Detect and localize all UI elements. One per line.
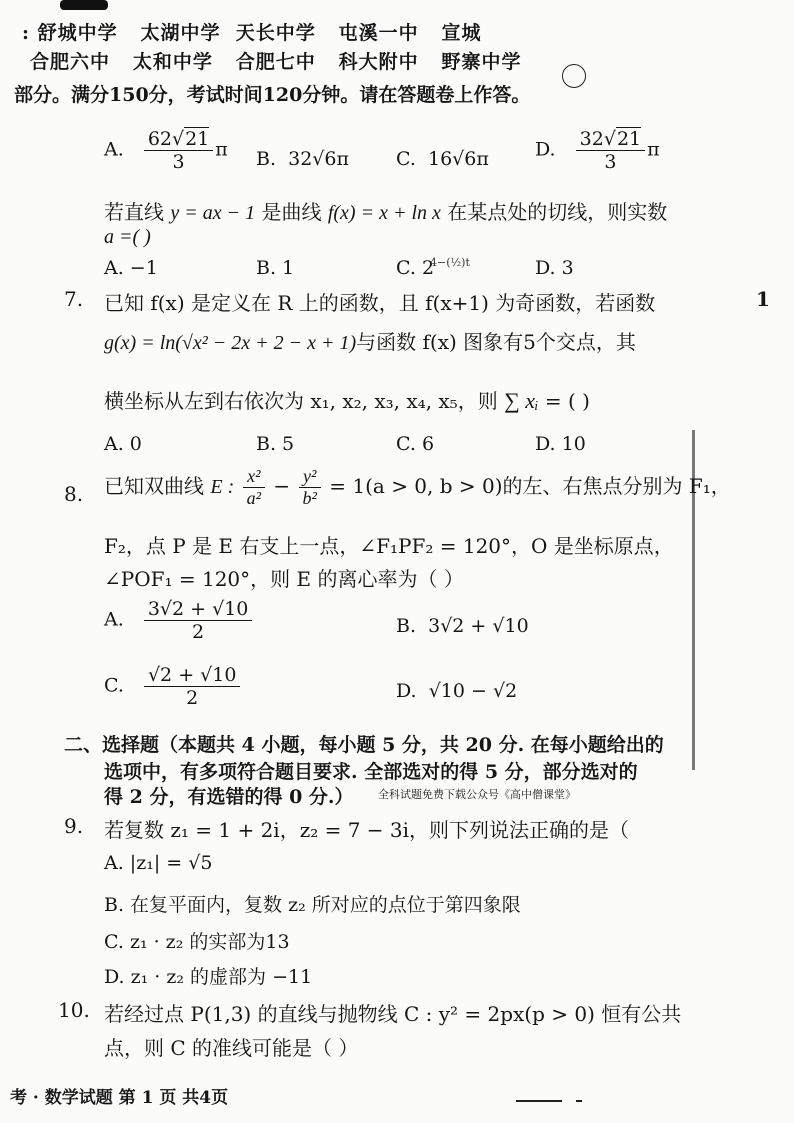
q6-line-2: a =( ) — [104, 226, 151, 248]
q8-number: 8. — [64, 482, 84, 506]
q5-option-d: D. $\frac{32√21}{3}$ π — [535, 128, 660, 173]
section2-line-1: 二、选择题（本题共 4 小题，每小题 5 分，共 20 分. 在每小题给出的 — [64, 734, 664, 756]
q8-line-3: ∠POF₁ = 120°，则 E 的离心率为（ ） — [104, 567, 464, 591]
q10-line-1: 若经过点 P(1,3) 的直线与抛物线 C : y² = 2px(p > 0) 恒有公共 — [104, 1002, 682, 1026]
schools-row-2: 合肥六中 太和中学 合肥七中 科大附中 野寨中学 — [30, 51, 522, 73]
circled-mark — [562, 64, 586, 88]
q7-line-3: 横坐标从左到右依次为 x₁, x₂, x₃, x₄, x₅，则 ∑ xᵢ = ( ) — [104, 388, 590, 413]
q6-option-d: D. 3 — [535, 257, 574, 279]
q8-option-a: A. $\frac{3√2 + √10}{2}$ — [104, 598, 254, 643]
q8-option-c: C. $\frac{√2 + √10}{2}$ — [104, 664, 242, 709]
q7-number: 7. — [64, 287, 84, 311]
schools-row-1: : 舒城中学 太湖中学 天长中学 屯溪一中 宣城 — [22, 22, 482, 44]
q6-option-b: B. 1 — [256, 257, 295, 279]
q6-option-c: C. 2 — [396, 257, 435, 279]
intro-line: 部分。满分150分，考试时间120分钟。请在答题卷上作答。 — [14, 84, 531, 106]
q7-option-d: D. 10 — [535, 433, 586, 455]
q7-line-1: 已知 f(x) 是定义在 R 上的函数，且 f(x+1) 为奇函数，若函数 — [104, 291, 656, 315]
q9-option-c: C. z₁ · z₂ 的实部为13 — [104, 931, 290, 953]
q5-option-b: B. 32√6π — [256, 148, 349, 170]
top-ink-mark — [60, 0, 108, 10]
q8-line-1: 已知双曲线 E : $\frac{\text{x²}}{\text{a²}}$ − $\frac{\text{y²}}{\text{b²}}$ = 1(a > 0, b > 0)的左、右焦点分别为 F₁， — [104, 466, 731, 508]
page-footer: 考 · 数学试题 第 1 页 共4页 — [10, 1088, 229, 1108]
section2-line-2: 选项中，有多项符合题目要求. 全部选对的得 5 分，部分选对的 — [104, 761, 638, 783]
q8-option-b: B. 3√2 + √10 — [396, 615, 529, 637]
q7-option-b: B. 5 — [256, 433, 295, 455]
footer-scan-mark — [516, 1100, 562, 1102]
q9-stem: 若复数 z₁ = 1 + 2i，z₂ = 7 − 3i，则下列说法正确的是（ — [104, 818, 630, 842]
q8-line-2: F₂，点 P 是 E 右支上一点，∠F₁PF₂ = 120°，O 是坐标原点， — [104, 534, 674, 558]
q7-option-c: C. 6 — [396, 433, 435, 455]
section2-note: 全科试题免费下载公众号《高中僧课堂》 — [378, 788, 576, 801]
q8-option-d: D. √10 − √2 — [396, 680, 518, 702]
q9-option-d: D. z₁ · z₂ 的虚部为 −11 — [104, 966, 313, 988]
q7-line-2: g(x) = ln(√x² − 2x + 2 − x + 1)与函数 f(x) 图象有5个交点，其 — [104, 330, 636, 354]
q5-option-a: A. $\frac{62√21}{3}$ π — [104, 128, 228, 173]
q6-option-a: A. −1 — [104, 257, 158, 279]
handwritten-scribble: 4−(½)t — [430, 256, 470, 269]
q6-line-1: 若直线 y = ax − 1 是曲线 f(x) = x + ln x 在某点处的切线，则实数 — [104, 200, 668, 224]
q9-number: 9. — [64, 814, 84, 838]
q10-line-2: 点，则 C 的准线可能是（ ） — [104, 1036, 359, 1060]
q10-number: 10. — [58, 998, 90, 1022]
footer-scan-dot — [576, 1100, 582, 1102]
q5-option-c: C. 16√6π — [396, 148, 489, 170]
q7-option-a: A. 0 — [104, 433, 142, 455]
margin-page-number: 1 — [756, 287, 770, 311]
section2-line-3: 得 2 分，有选错的得 0 分.） — [104, 786, 354, 808]
q9-option-b: B. 在复平面内，复数 z₂ 所对应的点位于第四象限 — [104, 894, 521, 916]
q9-option-a: A. |z₁| = √5 — [104, 852, 213, 874]
